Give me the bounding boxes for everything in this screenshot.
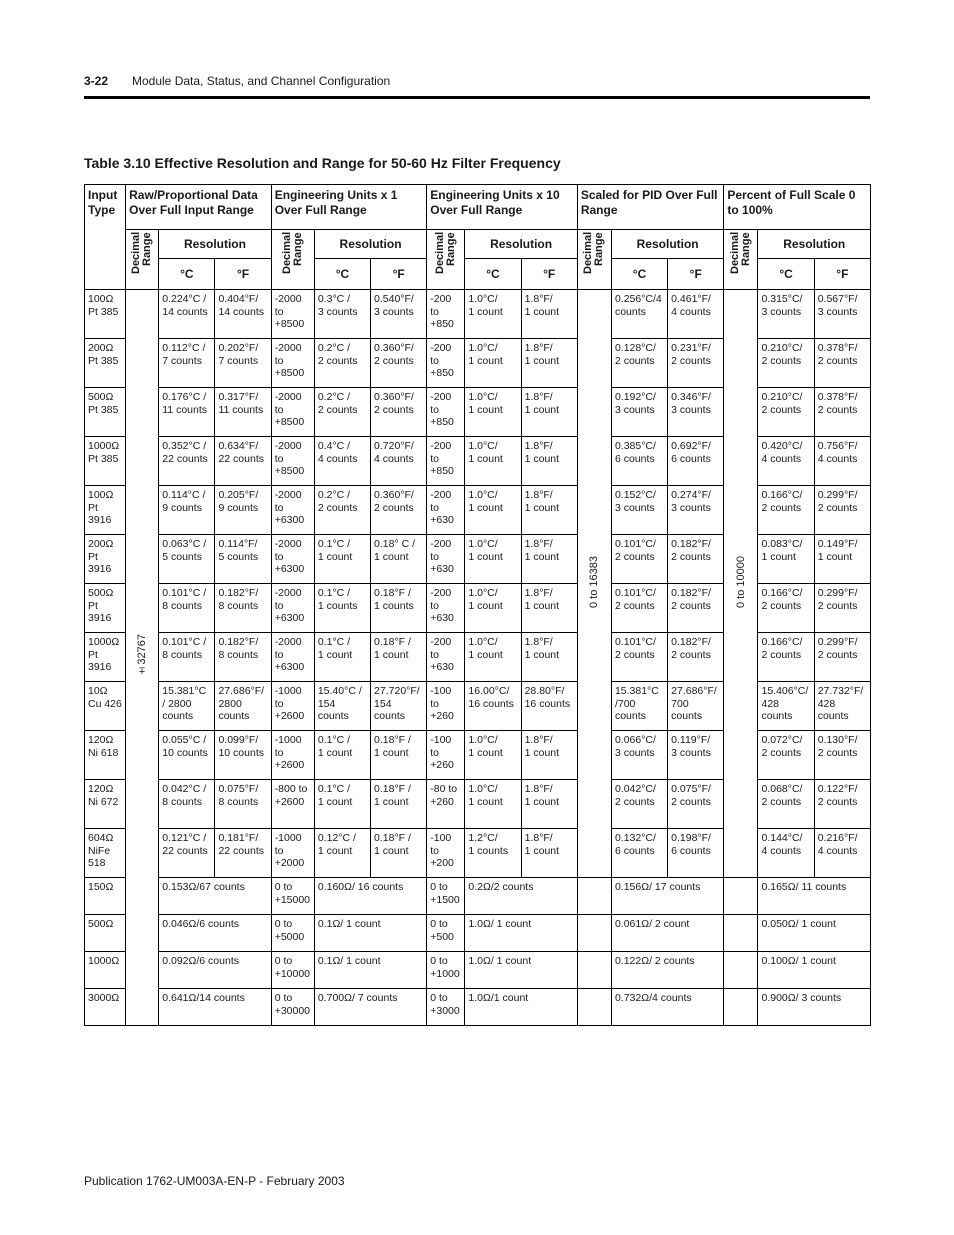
eng10-decimal-range: -200 to +850 [427,290,465,339]
pid-resolution: 0.156Ω/ 17 counts [611,878,723,915]
eng10-resolution-c: 1.0°C/ 1 count [465,731,521,780]
pid-resolution-c: 0.101°C/ 2 counts [611,633,667,682]
raw-resolution-c: 0.352°C / 22 counts [159,437,215,486]
eng1-resolution-f: 27.720°F/ 154 counts [371,682,427,731]
pid-resolution-f: 0.461°F/ 4 counts [668,290,724,339]
eng10-resolution-f: 1.8°F/ 1 count [521,829,577,878]
input-type-cell: 604Ω NiFe 518 [85,829,126,878]
pid-decimal-range-empty [577,915,611,952]
eng10-resolution-f: 1.8°F/ 1 count [521,290,577,339]
raw-resolution-c: 0.042°C / 8 counts [159,780,215,829]
eng10-resolution-c: 16.00°C/ 16 counts [465,682,521,731]
raw-decimal-range-text: ±32767 [135,634,148,678]
eng10-resolution-c: 1.2°C/ 1 counts [465,829,521,878]
eng1-decimal-range: -2000 to +8500 [271,290,314,339]
eng10-resolution-c: 1.0°C/ 1 count [465,633,521,682]
input-type-header: Input Type [85,185,126,290]
eng1-decimal-range: -2000 to +6300 [271,633,314,682]
eng1-decimal-range: -1000 to +2600 [271,682,314,731]
pid-resolution-f: 0.182°F/ 2 counts [668,584,724,633]
eng10-resolution-f: 1.8°F/ 1 count [521,486,577,535]
eng1-decimal-range: -2000 to +8500 [271,388,314,437]
eng1-resolution-f: 0.360°F/ 2 counts [371,339,427,388]
page-footer: Publication 1762-UM003A-EN-P - February 2003 [84,1174,345,1188]
pid-decimal-range-empty [577,989,611,1026]
pct-resolution-c: 0.083°C/ 1 count [758,535,814,584]
table-caption: Table 3.10 Effective Resolution and Range for 50-60 Hz Filter Frequency [84,155,561,171]
eng1-decimal-range: -2000 to +8500 [271,339,314,388]
eng10-resolution: 1.0Ω/1 count [465,989,577,1026]
pid-resolution-c: 0.066°C/ 3 counts [611,731,667,780]
eng10-resolution-f: 1.8°F/ 1 count [521,339,577,388]
pid-resolution: 0.061Ω/ 2 count [611,915,723,952]
raw-resolution: 0.046Ω/6 counts [159,915,271,952]
table-row [85,952,871,989]
eng10-decimal-range: -100 to +260 [427,731,465,780]
raw-resolution-c: 0.055°C / 10 counts [159,731,215,780]
pct-resolution-f: 0.130°F/ 2 counts [814,731,870,780]
raw-resolution-f: 27.686°F/ 2800 counts [215,682,271,731]
pid-resolution: 0.122Ω/ 2 counts [611,952,723,989]
raw-resolution-c: 0.176°C / 11 counts [159,388,215,437]
eng1-decimal-range: -2000 to +6300 [271,535,314,584]
eng1-resolution-c: 0.1°C / 1 counts [314,584,370,633]
eng1-resolution-c: 0.1°C / 1 count [314,633,370,682]
pct-group-header: Percent of Full Scale 0 to 100% [724,185,871,230]
raw-decimal-range [126,290,159,1026]
eng10-resolution: 1.0Ω/ 1 count [465,915,577,952]
pct-decimal-range-empty [724,952,758,989]
pid-resolution-f: 0.231°F/ 2 counts [668,339,724,388]
pct-decimal-range-text: 0 to 10000 [734,555,747,608]
unit-f-header: °F [371,259,427,290]
pct-resolution-c: 0.166°C/ 2 counts [758,633,814,682]
eng10-decimal-range: 0 to +3000 [427,989,465,1026]
pid-resolution-f: 0.182°F/ 2 counts [668,633,724,682]
eng1-resolution: 0.1Ω/ 1 count [314,952,426,989]
eng10-decimal-range: -200 to +630 [427,584,465,633]
input-type-cell: 500Ω Pt 385 [85,388,126,437]
eng1-resolution-f: 0.18°F / 1 count [371,780,427,829]
eng1-resolution-f: 0.18°F / 1 count [371,731,427,780]
pid-resolution-f: 0.075°F/ 2 counts [668,780,724,829]
eng1-resolution-c: 0.2°C / 2 counts [314,486,370,535]
pct-decimal-range [724,290,758,878]
pct-resolution: 0.100Ω/ 1 count [758,952,871,989]
eng10-resolution-f: 1.8°F/ 1 count [521,584,577,633]
eng1-decimal-range: -2000 to +6300 [271,584,314,633]
pid-resolution-c: 0.128°C/ 2 counts [611,339,667,388]
eng1-decimal-range: 0 to +10000 [271,952,314,989]
pct-resolution: 0.165Ω/ 11 counts [758,878,871,915]
eng10-decimal-range: -200 to +850 [427,339,465,388]
eng1-decimal-range: -800 to +2600 [271,780,314,829]
eng1-decimal-range: -1000 to +2000 [271,829,314,878]
raw-resolution-f: 0.181°F/ 22 counts [215,829,271,878]
eng10-resolution-c: 1.0°C/ 1 count [465,437,521,486]
raw-resolution: 0.153Ω/67 counts [159,878,271,915]
pid-resolution-c: 15.381°C /700 counts [611,682,667,731]
eng1-resolution: 0.1Ω/ 1 count [314,915,426,952]
raw-resolution-c: 15.381°C / 2800 counts [159,682,215,731]
pct-decimal-range-empty [724,989,758,1026]
pid-resolution-c: 0.101°C/ 2 counts [611,584,667,633]
unit-c-header: °C [465,259,521,290]
pid-resolution-c: 0.152°C/ 3 counts [611,486,667,535]
pct-resolution: 0.050Ω/ 1 count [758,915,871,952]
eng1-resolution: 0.160Ω/ 16 counts [314,878,426,915]
input-type-cell: 10Ω Cu 426 [85,682,126,731]
eng10-resolution: 1.0Ω/ 1 count [465,952,577,989]
pid-resolution-f: 0.692°F/ 6 counts [668,437,724,486]
pct-resolution-c: 0.144°C/ 4 counts [758,829,814,878]
pid-resolution-f: 0.346°F/ 3 counts [668,388,724,437]
pid-resolution: 0.732Ω/4 counts [611,989,723,1026]
pct-resolution-c: 0.315°C/ 3 counts [758,290,814,339]
eng10-resolution-c: 1.0°C/ 1 count [465,388,521,437]
eng10-decimal-range: -80 to +260 [427,780,465,829]
eng10-resolution-f: 1.8°F/ 1 count [521,780,577,829]
pct-resolution-f: 0.216°F/ 4 counts [814,829,870,878]
raw-resolution-f: 0.317°F/ 11 counts [215,388,271,437]
unit-f-header: °F [215,259,271,290]
pct-decimal-range-empty [724,915,758,952]
eng1-decimal-range: -2000 to +8500 [271,437,314,486]
eng1-resolution-c: 0.1°C / 1 count [314,780,370,829]
unit-c-header: °C [314,259,370,290]
input-type-cell: 1000Ω Pt 385 [85,437,126,486]
eng1-resolution-c: 0.2°C / 2 counts [314,339,370,388]
pct-resolution-f: 0.567°F/ 3 counts [814,290,870,339]
eng1-resolution-header: Resolution [314,230,426,259]
resolution-table [84,184,871,1026]
pid-resolution-f: 0.182°F/ 2 counts [668,535,724,584]
raw-resolution-f: 0.634°F/ 22 counts [215,437,271,486]
raw-resolution-f: 0.202°F/ 7 counts [215,339,271,388]
eng10-resolution-header: Resolution [465,230,577,259]
eng1-resolution-f: 0.18°F / 1 count [371,829,427,878]
pct-resolution-c: 0.210°C/ 2 counts [758,388,814,437]
eng10-resolution-f: 28.80°F/ 16 counts [521,682,577,731]
eng1-resolution-f: 0.18°F / 1 counts [371,584,427,633]
eng10-decimal-range: -200 to +630 [427,486,465,535]
input-type-cell: 500Ω Pt 3916 [85,584,126,633]
pct-resolution-c: 0.072°C/ 2 counts [758,731,814,780]
raw-resolution-c: 0.101°C / 8 counts [159,633,215,682]
input-type-cell: 120Ω Ni 672 [85,780,126,829]
pid-resolution-c: 0.385°C/ 6 counts [611,437,667,486]
pid-resolution-header: Resolution [611,230,723,259]
raw-resolution-f: 0.182°F/ 8 counts [215,633,271,682]
page-header [84,72,870,98]
eng1-decimal-range: -2000 to +6300 [271,486,314,535]
raw-resolution-header: Resolution [159,230,271,259]
eng10-resolution-c: 1.0°C/ 1 count [465,486,521,535]
pid-decimal-range-header: Decimal Range [577,230,611,290]
input-type-cell: 200Ω Pt 3916 [85,535,126,584]
eng1-resolution-c: 0.2°C / 2 counts [314,388,370,437]
eng10-resolution-c: 1.0°C/ 1 count [465,535,521,584]
unit-c-header: °C [611,259,667,290]
eng10-decimal-range: -200 to +630 [427,633,465,682]
pct-resolution-c: 0.420°C/ 4 counts [758,437,814,486]
table-body [85,290,871,1026]
header-rule [84,96,870,99]
eng1-resolution-f: 0.720°F/ 4 counts [371,437,427,486]
eng1-resolution-f: 0.540°F/ 3 counts [371,290,427,339]
eng10-resolution-f: 1.8°F/ 1 count [521,731,577,780]
eng10-decimal-range-header: Decimal Range [427,230,465,290]
eng1-resolution-c: 0.4°C / 4 counts [314,437,370,486]
eng1-decimal-range: 0 to +30000 [271,989,314,1026]
input-type-cell: 3000Ω [85,989,126,1026]
raw-resolution-c: 0.112°C / 7 counts [159,339,215,388]
pct-decimal-range-empty [724,878,758,915]
pct-resolution-c: 0.210°C/ 2 counts [758,339,814,388]
pct-resolution-f: 0.299°F/ 2 counts [814,486,870,535]
pct-resolution-f: 0.299°F/ 2 counts [814,584,870,633]
eng10-decimal-range: 0 to +1500 [427,878,465,915]
table-row [85,878,871,915]
pct-resolution-c: 0.166°C/ 2 counts [758,584,814,633]
eng10-decimal-range: -100 to +260 [427,682,465,731]
unit-f-header: °F [814,259,870,290]
raw-resolution-f: 0.404°F/ 14 counts [215,290,271,339]
unit-f-header: °F [668,259,724,290]
eng1-group-header: Engineering Units x 1 Over Full Range [271,185,427,230]
input-type-cell: 1000Ω [85,952,126,989]
pid-decimal-range-text: 0 to 16383 [588,555,601,608]
eng10-decimal-range: -200 to +630 [427,535,465,584]
raw-group-header: Raw/Proportional Data Over Full Input Range [126,185,272,230]
pid-resolution-c: 0.256°C/4 counts [611,290,667,339]
input-type-cell: 120Ω Ni 618 [85,731,126,780]
raw-resolution-c: 0.224°C / 14 counts [159,290,215,339]
eng10-resolution-f: 1.8°F/ 1 count [521,388,577,437]
eng1-decimal-range: -1000 to +2600 [271,731,314,780]
pct-decimal-range-header: Decimal Range [724,230,758,290]
pid-decimal-range-empty [577,952,611,989]
input-type-cell: 500Ω [85,915,126,952]
eng10-resolution-f: 1.8°F/ 1 count [521,633,577,682]
input-type-cell: 150Ω [85,878,126,915]
pid-resolution-c: 0.042°C/ 2 counts [611,780,667,829]
raw-resolution-f: 0.099°F/ 10 counts [215,731,271,780]
eng10-decimal-range: 0 to +1000 [427,952,465,989]
pct-resolution-f: 27.732°F/ 428 counts [814,682,870,731]
eng1-decimal-range-header: Decimal Range [271,230,314,290]
input-type-cell: 1000Ω Pt 3916 [85,633,126,682]
pid-resolution-f: 0.119°F/ 3 counts [668,731,724,780]
input-type-cell: 100Ω Pt 385 [85,290,126,339]
table-row [85,290,871,339]
eng10-resolution-c: 1.0°C/ 1 count [465,339,521,388]
eng10-resolution-f: 1.8°F/ 1 count [521,535,577,584]
raw-resolution: 0.641Ω/14 counts [159,989,271,1026]
pct-resolution-c: 15.406°C/ 428 counts [758,682,814,731]
pid-resolution-c: 0.101°C/ 2 counts [611,535,667,584]
eng1-resolution-c: 0.12°C / 1 count [314,829,370,878]
unit-c-header: °C [159,259,215,290]
pct-resolution-f: 0.378°F/ 2 counts [814,388,870,437]
eng1-resolution-c: 0.1°C / 1 count [314,535,370,584]
pct-resolution-f: 0.756°F/ 4 counts [814,437,870,486]
raw-decimal-range-header: Decimal Range [126,230,159,290]
raw-resolution-f: 0.182°F/ 8 counts [215,584,271,633]
eng10-resolution-c: 1.0°C/ 1 count [465,780,521,829]
pid-resolution-c: 0.132°C/ 6 counts [611,829,667,878]
eng10-decimal-range: -200 to +850 [427,388,465,437]
pid-resolution-f: 0.198°F/ 6 counts [668,829,724,878]
input-type-cell: 200Ω Pt 385 [85,339,126,388]
eng10-decimal-range: -100 to +200 [427,829,465,878]
eng1-decimal-range: 0 to +5000 [271,915,314,952]
eng1-resolution-f: 0.360°F/ 2 counts [371,388,427,437]
raw-resolution-c: 0.101°C / 8 counts [159,584,215,633]
eng1-resolution-f: 0.18° C / 1 count [371,535,427,584]
eng1-resolution-c: 0.3°C / 3 counts [314,290,370,339]
page-number: 3-22 [84,74,109,88]
pct-resolution-f: 0.299°F/ 2 counts [814,633,870,682]
pct-resolution-f: 0.149°F/ 1 count [814,535,870,584]
eng1-decimal-range: 0 to +15000 [271,878,314,915]
table-row [85,915,871,952]
pid-group-header: Scaled for PID Over Full Range [577,185,724,230]
pid-decimal-range-empty [577,878,611,915]
pct-resolution-header: Resolution [758,230,871,259]
eng10-group-header: Engineering Units x 10 Over Full Range [427,185,578,230]
pct-resolution-f: 0.378°F/ 2 counts [814,339,870,388]
pid-resolution-c: 0.192°C/ 3 counts [611,388,667,437]
raw-resolution: 0.092Ω/6 counts [159,952,271,989]
eng10-resolution-f: 1.8°F/ 1 count [521,437,577,486]
pid-resolution-f: 27.686°F/ 700 counts [668,682,724,731]
raw-resolution-f: 0.205°F/ 9 counts [215,486,271,535]
pid-resolution-f: 0.274°F/ 3 counts [668,486,724,535]
eng10-resolution-c: 1.0°C/ 1 count [465,584,521,633]
eng10-resolution: 0.2Ω/2 counts [465,878,577,915]
raw-resolution-c: 0.121°C / 22 counts [159,829,215,878]
pct-resolution-f: 0.122°F/ 2 counts [814,780,870,829]
eng1-resolution: 0.700Ω/ 7 counts [314,989,426,1026]
eng1-resolution-c: 15.40°C / 154 counts [314,682,370,731]
eng10-decimal-range: 0 to +500 [427,915,465,952]
eng10-resolution-c: 1.0°C/ 1 count [465,290,521,339]
chapter-title: Module Data, Status, and Channel Configuration [132,74,391,88]
pid-decimal-range [577,290,611,878]
unit-f-header: °F [521,259,577,290]
eng1-resolution-c: 0.1°C / 1 count [314,731,370,780]
pct-resolution-c: 0.166°C/ 2 counts [758,486,814,535]
unit-c-header: °C [758,259,814,290]
eng1-resolution-f: 0.18°F / 1 count [371,633,427,682]
raw-resolution-c: 0.114°C / 9 counts [159,486,215,535]
input-type-cell: 100Ω Pt 3916 [85,486,126,535]
pct-resolution-c: 0.068°C/ 2 counts [758,780,814,829]
eng10-decimal-range: -200 to +850 [427,437,465,486]
table-row [85,989,871,1026]
raw-resolution-f: 0.114°F/ 5 counts [215,535,271,584]
raw-resolution-f: 0.075°F/ 8 counts [215,780,271,829]
raw-resolution-c: 0.063°C / 5 counts [159,535,215,584]
eng1-resolution-f: 0.360°F/ 2 counts [371,486,427,535]
pct-resolution: 0.900Ω/ 3 counts [758,989,871,1026]
